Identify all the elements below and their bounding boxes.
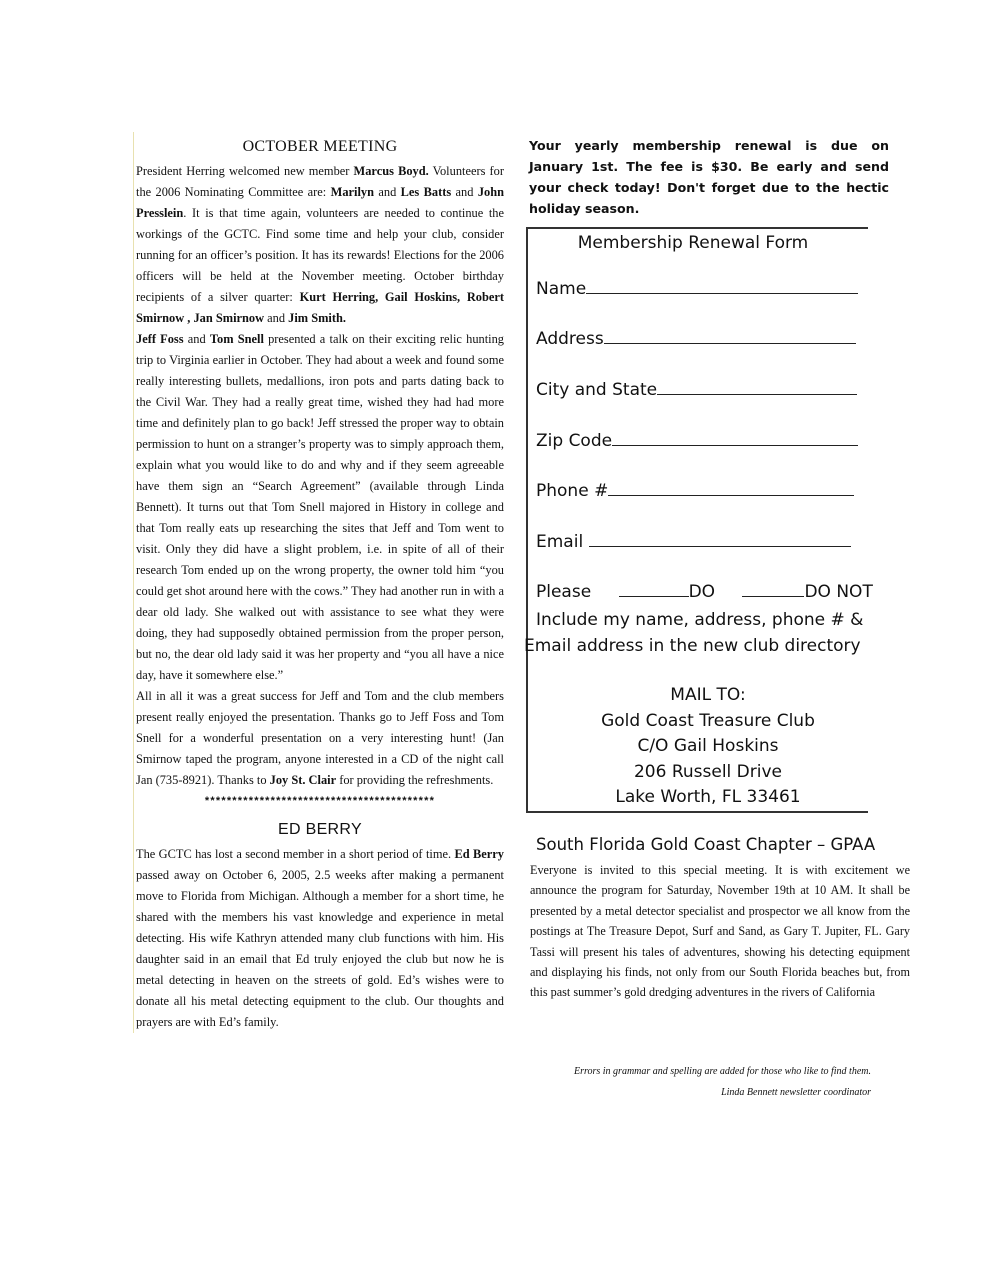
october-paragraph-1	[136, 161, 504, 329]
city-state-label: City and State	[536, 380, 658, 400]
renewal-notice: Your yearly membership renewal is due on January 1st. The fee is $30. Be early and send your check today! Don't forget due to the hectic holiday season.	[529, 138, 889, 216]
address-field[interactable]	[536, 329, 856, 349]
text-run: passed away on October 6, 2005, 2.5 weeks after making a permanent move to Florida from Michigan. Although a member for a short time, he shared with the members his vast knowledge and experience in metal detecting. His wife Kathryn attended many club functions with him. His daughter said in an email that Ed truly enjoyed the club but now he is metal detecting in heaven on the streets of gold. Ed’s wishes were to donate all his metal detecting equipment to the club. Our thoughts and prayers are with Ed’s family.	[136, 868, 504, 1029]
bold-name: Kurt Herring, Gail Hoskins, Robert Smirnow , Jan Smirnow	[136, 290, 504, 325]
phone-label: Phone #	[536, 481, 609, 501]
bold-name: John Presslein	[136, 185, 505, 220]
address-label: Address	[536, 329, 604, 349]
zip-code-field[interactable]	[536, 431, 858, 451]
text-run: presented a talk on their exciting relic hunting trip to Virginia earlier in October. They had about a week and found some really interesting bullets, medallions, iron pots and parts dating back to the Civil War. They had a really great time, wished they had had more time and definitely plan to go back! Jeff stressed the proper way to obtain permission to hunt on a stranger’s property was to simply approach them, explain what you would like to do and why and if they seem agreeable have them sign an “Search Agreement” (available through Linda Bennett). It turns out that Tom Snell majored in History in college and that Tom really eats up researching the sites that Jeff and Tom went to visit. Only they did have a slight problem, i.e. in spite of all of their research Tom ended up on the wrong property, the owner told him “you could get shot around here with the cows.” They had another run in with a dear old lady. She walked out with assistance to see what they were doing, they had supposedly obtained permission from the proper person, but no, the dear old lady said it was her property and “you all have a nice day, have it somewhere else.”	[136, 332, 504, 682]
mail-city: Lake Worth, FL 33461	[615, 787, 801, 807]
bold-name: Tom Snell	[209, 332, 264, 346]
chapter-text: Everyone is invited to this special meeting. It is with excitement we announce the program for Saturday, November 19th at 10 AM. It shall be presented by a metal detector specialist and prospector we all know from the postings at The Treasure Depot, Surf and Sand, as Gary T. Jupiter, FL. Gary Tassi will present his tales of adventures, showing his detecting equipment and displaying his finds, not only from our South Florida beaches but, from this past summer’s gold dredging adventures in the rivers of California	[530, 863, 910, 1000]
mail-to-label: MAIL TO:	[670, 685, 746, 705]
text-run: and	[374, 185, 401, 199]
zip-code-label: Zip Code	[536, 431, 613, 451]
directory-consent-text	[524, 607, 864, 659]
city-state-field[interactable]	[536, 380, 857, 400]
do-checkline[interactable]	[619, 582, 689, 597]
text-run: President Herring welcomed new member	[136, 164, 354, 178]
please-label: Please	[536, 582, 592, 602]
do-option-label: DO	[688, 582, 716, 602]
text-run: and	[264, 311, 289, 325]
section-divider: ******************************************	[204, 795, 436, 807]
left-column	[133, 132, 504, 1033]
right-column	[524, 132, 910, 1103]
email-field[interactable]	[536, 532, 851, 552]
october-meeting-heading: OCTOBER MEETING	[242, 138, 398, 155]
email-line[interactable]	[589, 532, 851, 547]
email-label: Email	[536, 532, 584, 552]
include-line-2: Email address in the new club directory	[524, 636, 861, 656]
name-field[interactable]	[536, 279, 858, 299]
mail-care-of: C/O Gail Hoskins	[637, 736, 779, 756]
directory-option-row	[536, 582, 873, 602]
footnote-errors: Errors in grammar and spelling are added for those who like to find them.	[573, 1065, 871, 1077]
text-run: for providing the refreshments.	[336, 773, 494, 787]
bold-name: Joy St. Clair	[269, 773, 337, 787]
bold-name: Marcus Boyd.	[353, 164, 429, 178]
phone-field[interactable]	[536, 481, 854, 501]
form-title: Membership Renewal Form	[577, 233, 809, 253]
october-paragraph-2	[136, 329, 504, 686]
name-line[interactable]	[586, 279, 858, 294]
do-not-option-label: DO NOT	[804, 582, 873, 602]
newsletter-footnote	[526, 1061, 871, 1103]
text-run: All in all it was a great success for Jeff and Tom and the club members present really enjoyed the presentation. Thanks go to Jeff Foss and Tom Snell for a wonderful presentation on a very interesting hunt! (Jan Smirnow taped the program, anyone interested in a CD of the night call Jan (735-8921). Thanks to	[136, 689, 504, 787]
bold-name: Jeff Foss	[136, 332, 184, 346]
do-not-checkline[interactable]	[742, 582, 804, 597]
text-run: The GCTC has lost a second member in a short period of time.	[136, 847, 455, 861]
mail-street: 206 Russell Drive	[633, 761, 783, 782]
mail-club-name: Gold Coast Treasure Club	[601, 710, 815, 731]
ed-berry-paragraph	[136, 844, 504, 1033]
text-run: . It is that time again, volunteers are needed to continue the workings of the GCTC. Find some time and help your club, consider running for an officer’s position. It has its rewards! Elections for the 2006 officers will be held at the November meeting. October birthday recipients of a silver quarter:	[136, 206, 504, 304]
membership-renewal-form	[524, 227, 873, 813]
text-run: Volunteers for the 2006 Nominating Committee are:	[136, 164, 505, 199]
bold-name: Marilyn	[330, 185, 375, 199]
name-label: Name	[536, 279, 587, 299]
ed-berry-heading: ED BERRY	[278, 821, 362, 838]
phone-line[interactable]	[608, 481, 854, 496]
include-line-1: Include my name, address, phone # &	[536, 610, 864, 630]
october-paragraph-3	[136, 686, 504, 791]
chapter-title: South Florida Gold Coast Chapter – GPAA	[536, 835, 876, 854]
footnote-credit: Linda Bennett newsletter coordinator	[721, 1086, 871, 1098]
bold-name: Les Batts	[400, 185, 452, 199]
zip-code-line[interactable]	[612, 431, 858, 446]
city-state-line[interactable]	[657, 380, 857, 395]
text-run: and	[183, 332, 210, 346]
address-line[interactable]	[604, 329, 856, 344]
text-run: and	[451, 185, 478, 199]
bold-name: Jim Smith.	[288, 311, 346, 325]
mailing-address	[528, 683, 888, 811]
bold-name: Ed Berry	[454, 847, 505, 861]
